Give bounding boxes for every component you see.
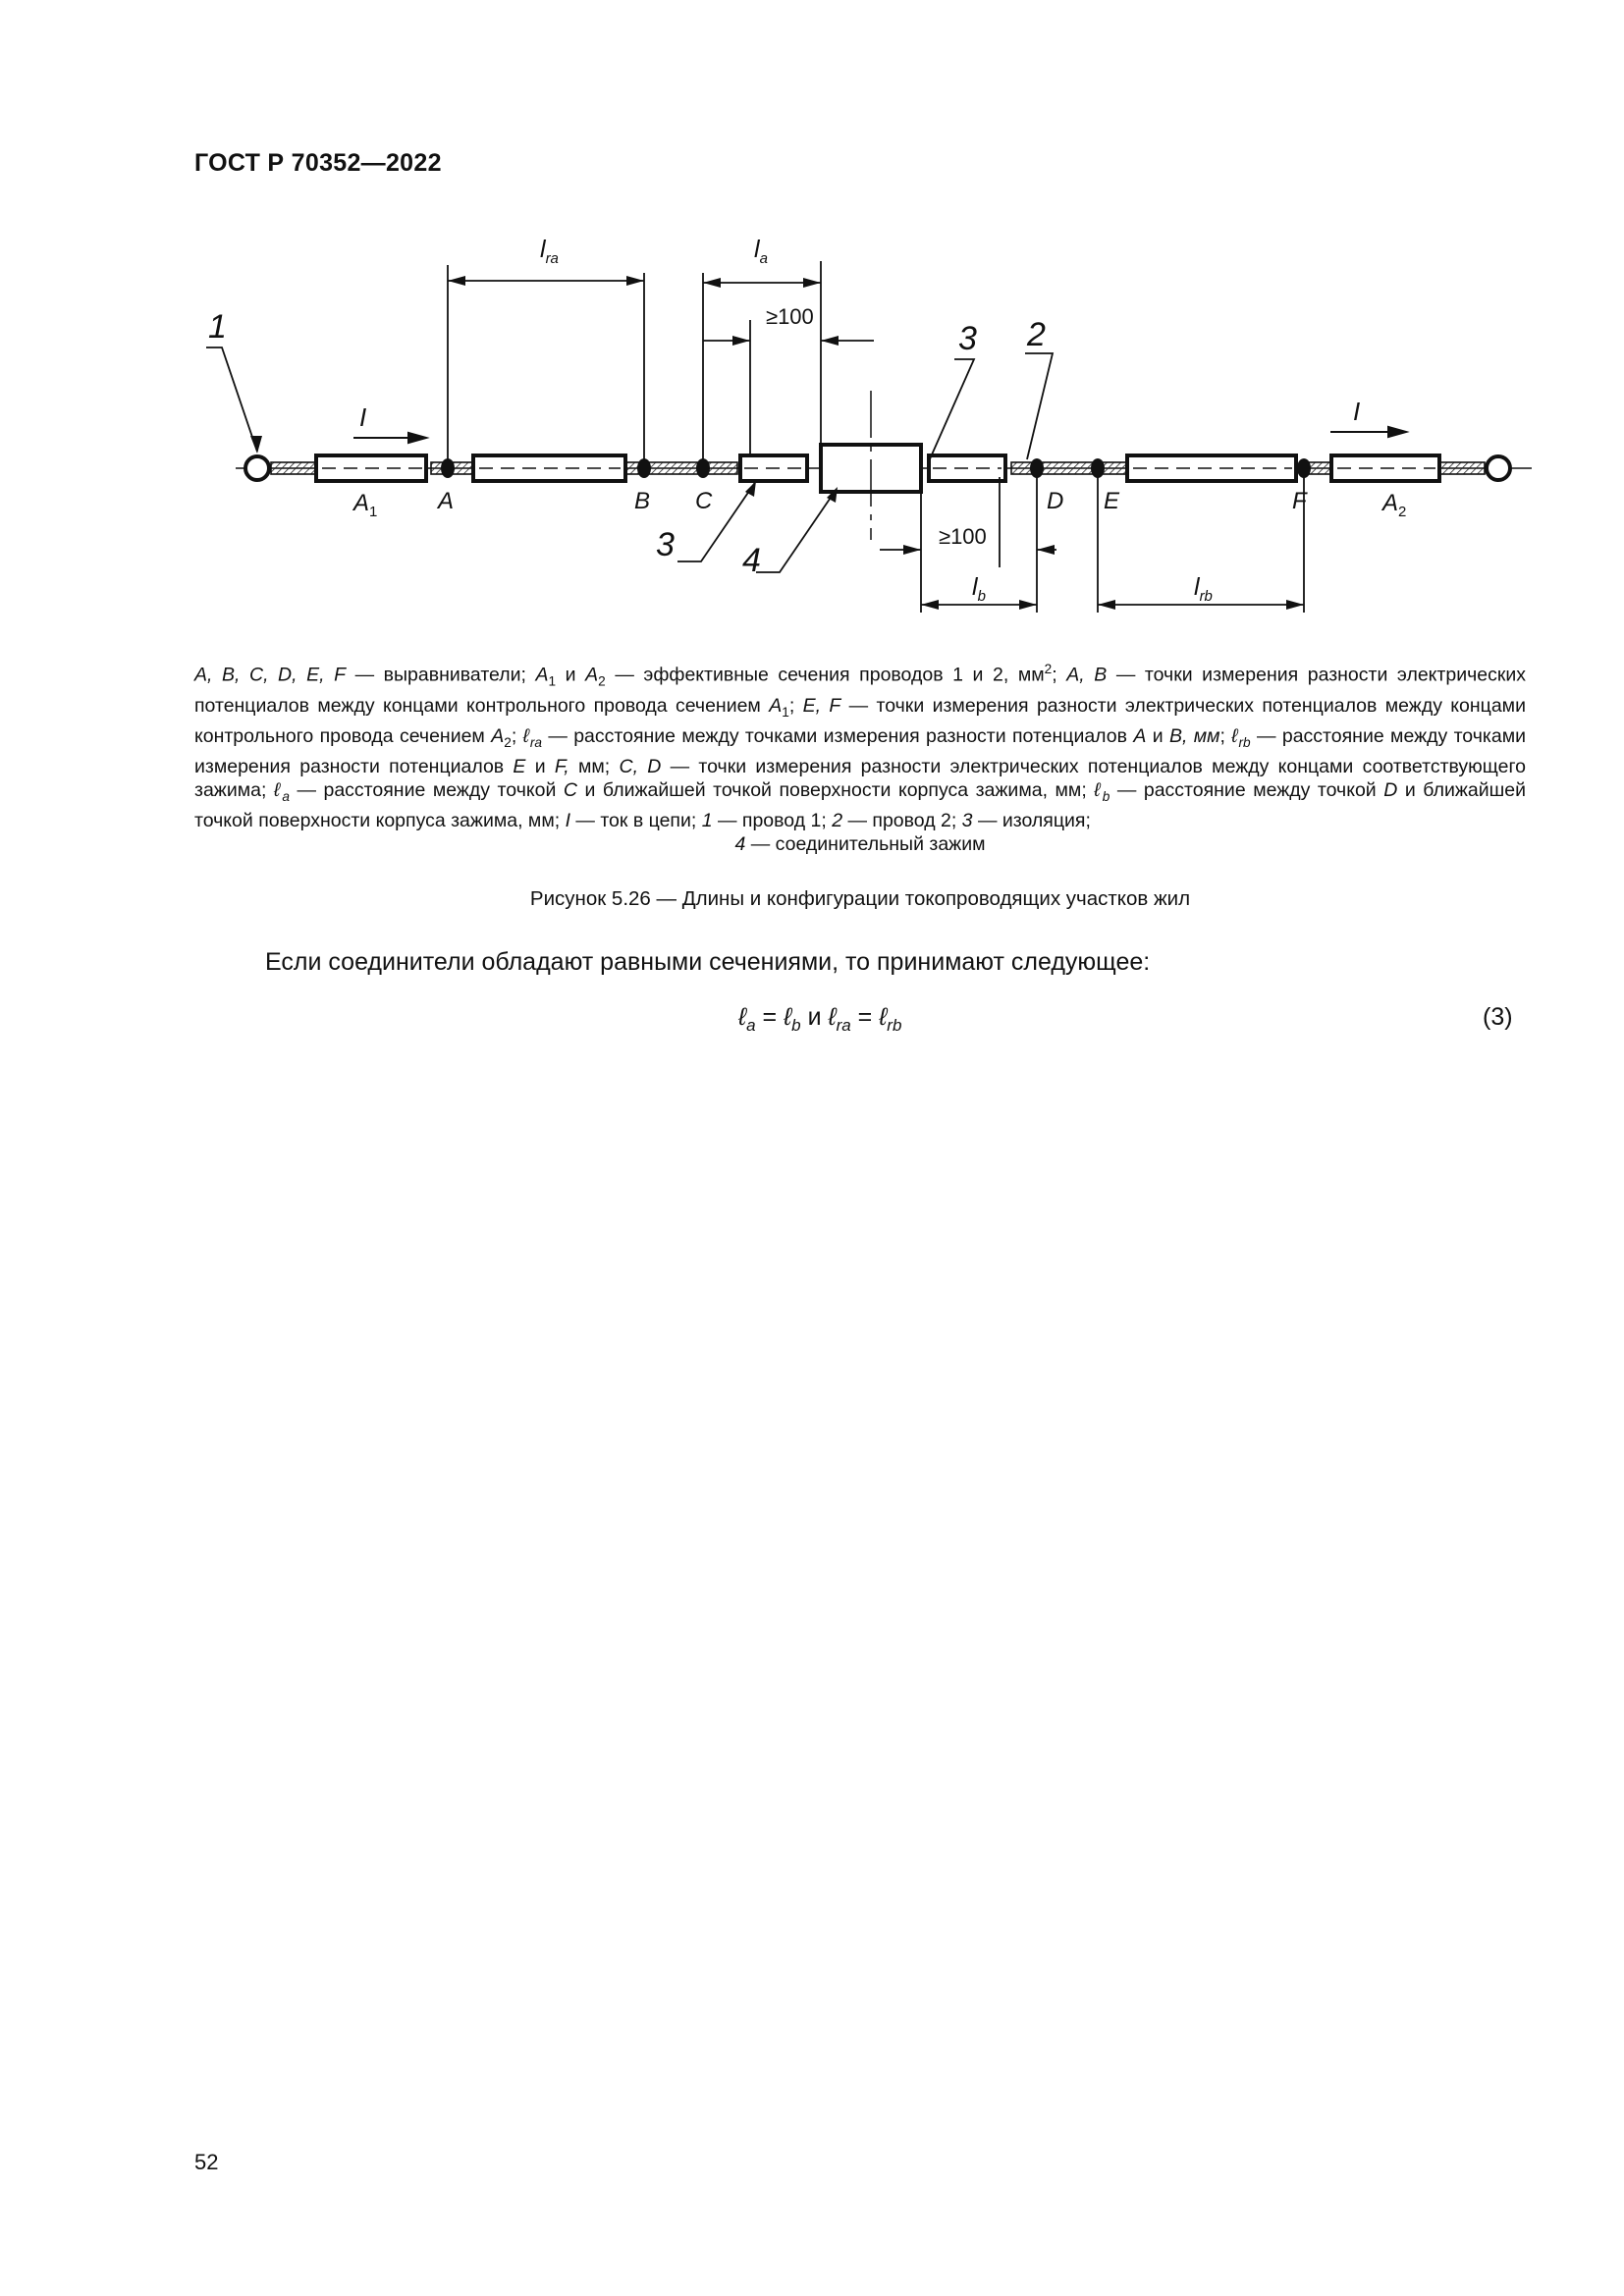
formula-number: (3) (1483, 1003, 1513, 1031)
body-paragraph: Если соединители обладают равными сечениями, то принимают следующее: (265, 948, 1151, 976)
label-la: $l_a$ (754, 236, 768, 267)
point-A-marker (441, 458, 455, 478)
document-header: ГОСТ Р 70352—2022 (194, 149, 442, 177)
point-F-marker (1297, 458, 1311, 478)
label-B: B (634, 488, 651, 514)
label-100-bottom: ≥100 (939, 524, 987, 549)
ref-4: 4 (742, 542, 761, 579)
point-B-marker (637, 458, 651, 478)
ref-3-bottom: 3 (656, 526, 675, 563)
label-A: A (438, 488, 455, 514)
figure-legend: A, B, C, D, E, F — выравниватели; $A_1$ и $A_2$ — эффективные сечения проводов 1 и 2, $мм^2$; A, B — точки измерения разности электрических потенциалов между концами контрольного провода сечением $A_1$; E, F — точки измерения разности электрических потенциалов между концами контрольного провода сечением $A_2$; ℓ$_{ra}$ — расстояние между точками измерения разности потенциалов A и B, мм; ℓ$_{rb}$ — расстояние между точками измерения разности потенциалов E и F, мм; C, D — точки измерения разности электрических потенциалов между концами соответствующего зажима; ℓ$_a$ — расстояние между точкой C и ближайшей точкой поверхности корпуса зажима, мм; ℓ$_b$ — расстояние между точкой D и ближайшей точкой поверхности корпуса зажима, мм; I — ток в цепи; 1 — провод 1; 2 — провод 2; 3 — изоляция; 4 — соединительный зажим (194, 662, 1527, 856)
ref-2: 2 (1027, 316, 1046, 353)
label-current-left: I (359, 402, 367, 432)
formula-3: ℓ$_a$ = ℓ$_b$ и ℓ$_{ra}$ = ℓ$_{rb}$ (738, 1003, 902, 1035)
page-number: 52 (194, 2150, 219, 2174)
label-F: F (1292, 488, 1307, 514)
label-D: D (1047, 488, 1064, 514)
figure-caption: Рисунок 5.26 — Длины и конфигурации токопроводящих участков жил (529, 887, 1191, 910)
label-lra: $l_{ra}$ (540, 236, 559, 267)
right-terminal-ring (1487, 456, 1510, 480)
label-A2: $A_2$ (1382, 490, 1407, 520)
label-lrb: $l_{rb}$ (1194, 573, 1213, 605)
label-100-top: ≥100 (766, 304, 814, 329)
label-E: E (1104, 488, 1120, 514)
dimension-lines (448, 261, 1304, 613)
conductor-diagram (177, 226, 1551, 638)
label-current-right: I (1353, 397, 1361, 426)
point-E-marker (1091, 458, 1105, 478)
figure-5-26 (177, 226, 1551, 638)
label-lb: $l_b$ (972, 573, 986, 605)
point-D-marker (1030, 458, 1044, 478)
label-A1: $A_1$ (353, 490, 378, 520)
ref-3-top: 3 (958, 320, 977, 357)
left-terminal-ring (245, 456, 269, 480)
ref-1: 1 (208, 308, 227, 346)
label-C: C (695, 488, 713, 514)
current-arrows (353, 427, 1406, 443)
point-C-marker (696, 458, 710, 478)
legend-last-line: 4 — соединительный зажим (734, 833, 986, 856)
